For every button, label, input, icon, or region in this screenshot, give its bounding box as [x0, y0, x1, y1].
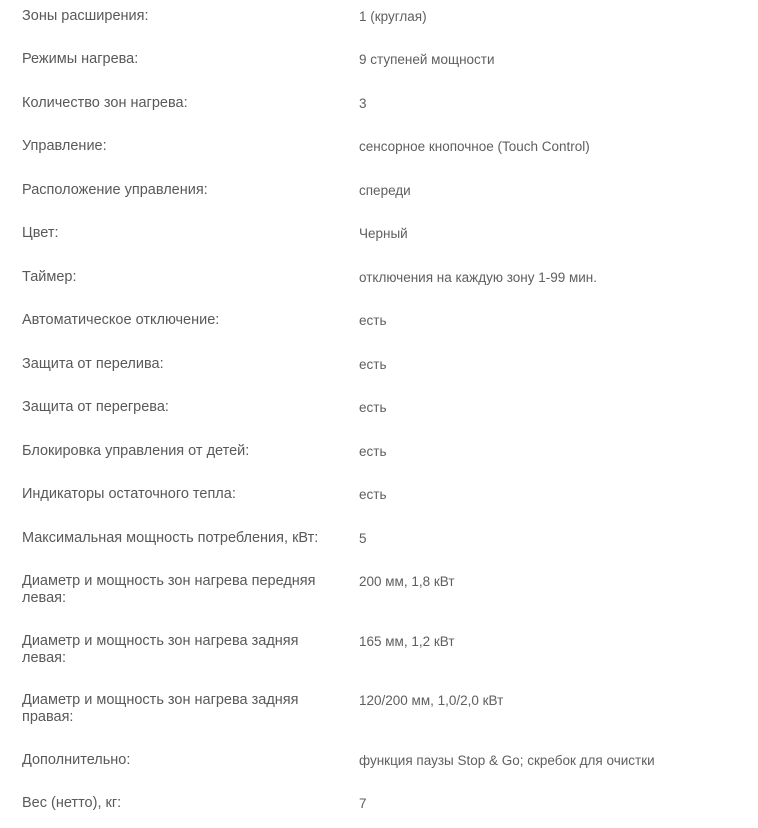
- spec-value: 200 мм, 1,8 кВт: [359, 574, 455, 589]
- spec-value: функция паузы Stop & Go; скребок для очистки: [359, 753, 655, 768]
- spec-label: Дополнительно:: [22, 752, 131, 768]
- spec-label: Количество зон нагрева:: [22, 95, 188, 111]
- spec-label: Режимы нагрева:: [22, 51, 139, 67]
- spec-label: Расположение управления:: [22, 182, 208, 198]
- spec-value: есть: [359, 357, 387, 372]
- spec-value: есть: [359, 487, 387, 502]
- spec-label: Максимальная мощность потребления, кВт:: [22, 530, 319, 546]
- spec-label: Индикаторы остаточного тепла:: [22, 486, 236, 502]
- spec-label: Защита от перелива:: [22, 356, 164, 372]
- spec-value: 7: [359, 796, 367, 811]
- spec-label: Управление:: [22, 138, 107, 154]
- spec-label: Автоматическое отключение:: [22, 312, 220, 328]
- spec-label: Зоны расширения:: [22, 8, 149, 24]
- spec-value: 3: [359, 96, 367, 111]
- spec-value: 1 (круглая): [359, 9, 427, 24]
- spec-value: 9 ступеней мощности: [359, 52, 495, 67]
- spec-label: Таймер:: [22, 269, 77, 285]
- spec-value: 165 мм, 1,2 кВт: [359, 634, 455, 649]
- spec-value: сенсорное кнопочное (Touch Control): [359, 139, 590, 154]
- spec-value: 120/200 мм, 1,0/2,0 кВт: [359, 693, 504, 708]
- spec-label: Блокировка управления от детей:: [22, 443, 250, 459]
- spec-value: спереди: [359, 183, 411, 198]
- spec-label: Защита от перегрева:: [22, 399, 169, 415]
- spec-value: есть: [359, 444, 387, 459]
- spec-value: есть: [359, 313, 387, 328]
- spec-label: Цвет:: [22, 225, 59, 241]
- spec-label: Диаметр и мощность зон нагрева задняя левая:: [22, 633, 299, 666]
- spec-value: отключения на каждую зону 1-99 мин.: [359, 270, 598, 285]
- spec-label: Диаметр и мощность зон нагрева задняя правая:: [22, 692, 299, 725]
- spec-label: Диаметр и мощность зон нагрева передняя левая:: [22, 573, 316, 606]
- spec-value: Черный: [359, 226, 408, 241]
- spec-value: 5: [359, 531, 367, 546]
- spec-label: Вес (нетто), кг:: [22, 795, 122, 811]
- spec-value: есть: [359, 400, 387, 415]
